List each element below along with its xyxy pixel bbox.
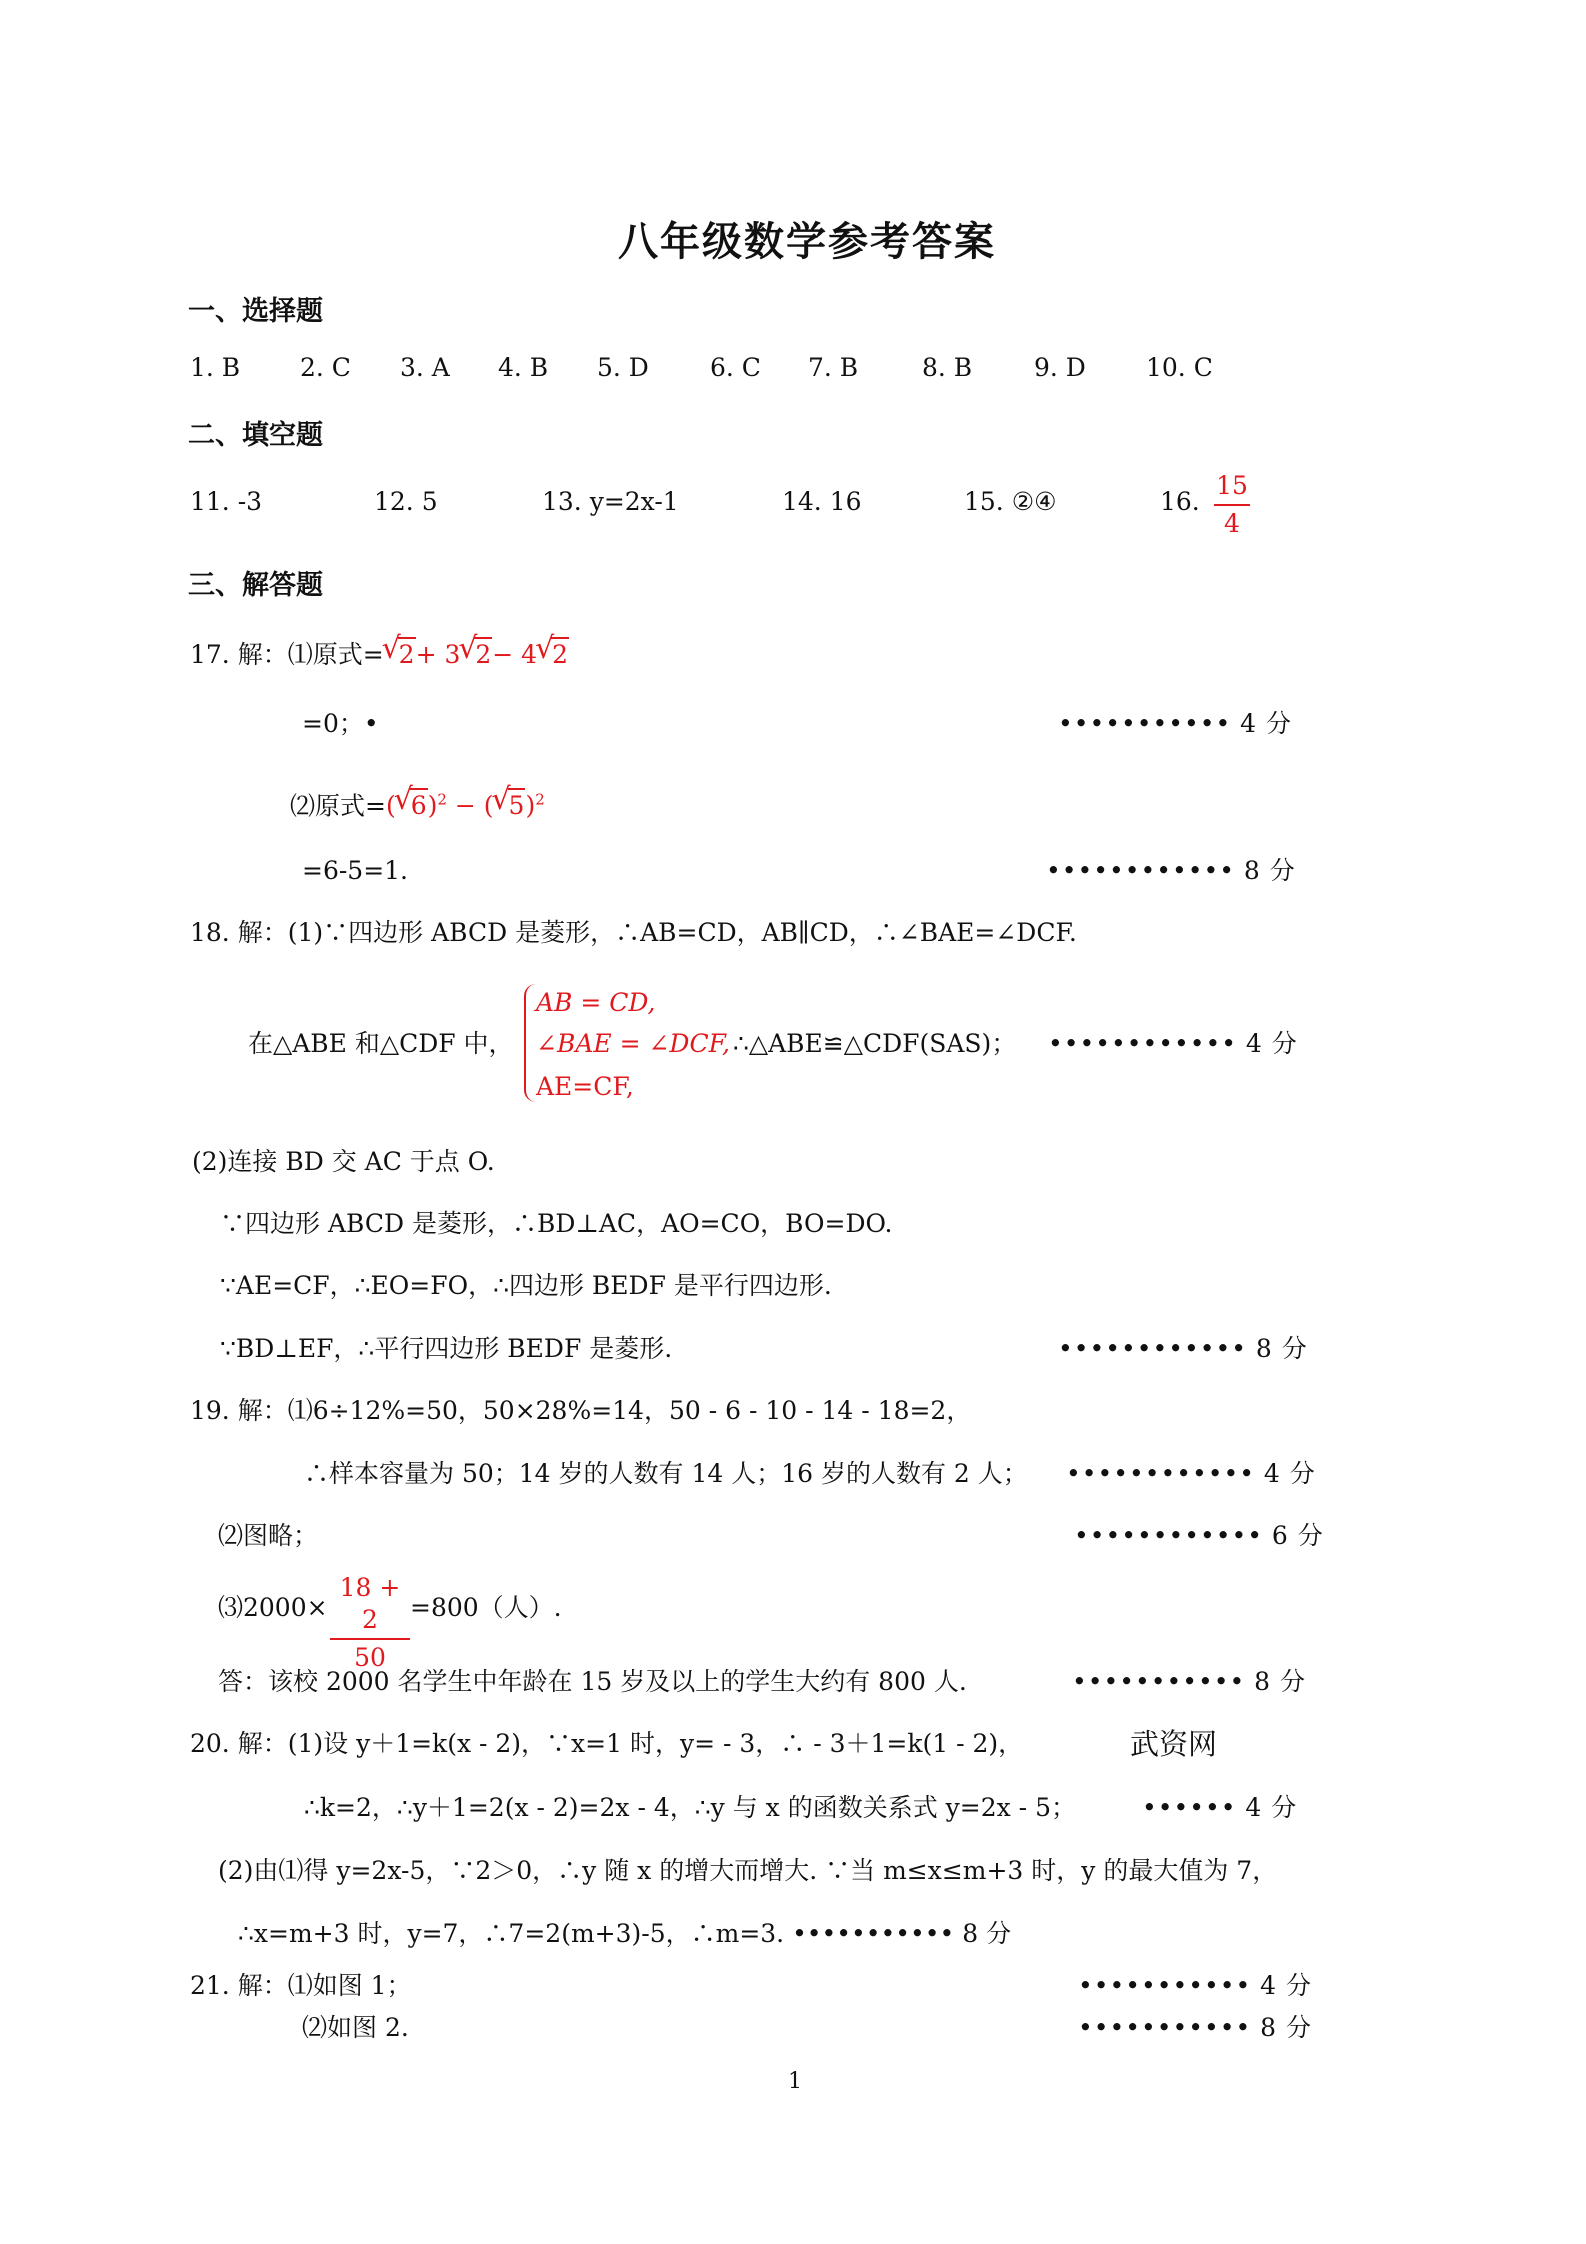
q21-line1: 21. 解：⑴如图 1； xyxy=(190,1971,412,2000)
q17-part2-expression: (√ 6)$^2$ − (√ 5)$^2$ xyxy=(386,791,545,820)
q21-score-8: ••••••••••• 8 分 xyxy=(1078,2013,1313,2042)
system-eq-2: ∠BAE = ∠DCF, xyxy=(536,1029,730,1058)
choice-answer: 7. B xyxy=(808,353,859,382)
q19-line4-suffix: =800（人）. xyxy=(410,1593,562,1622)
q17-score-4: ••••••••••• 4 分 xyxy=(1058,709,1293,738)
q17-part2-label: ⑵原式= xyxy=(290,791,386,821)
q19-line2: ∴样本容量为 50；14 岁的人数有 14 人；16 岁的人数有 2 人； xyxy=(304,1459,1028,1488)
choice-answer: 3. A xyxy=(400,353,450,382)
q20-line1: 20. 解：(1)设 y＋1=k(x - 2)，∵x=1 时，y= - 3，∴ - 3＋1=k(1 - 2)， xyxy=(190,1729,1024,1758)
q18-line3: (2)连接 BD 交 AC 于点 O. xyxy=(192,1147,495,1176)
fill-answer-16: 16. xyxy=(1160,487,1200,516)
q19-line4-prefix: ⑶2000× xyxy=(218,1593,328,1622)
fraction-numerator: 15 xyxy=(1216,471,1248,500)
q20-line4: ∴x=m+3 时，y=7，∴7=2(m+3)-5，∴m=3. ••••••••••• 8 分 xyxy=(238,1919,1012,1948)
fraction-bar xyxy=(330,1638,410,1640)
q18-score-4: •••••••••••• 4 分 xyxy=(1048,1029,1298,1058)
section-heading-choice: 一、选择题 xyxy=(188,296,323,327)
fill-answer-14: 14. 16 xyxy=(782,487,862,516)
q17-line2: =0；• xyxy=(302,709,379,738)
q19-score-8: ••••••••••• 8 分 xyxy=(1072,1667,1307,1696)
section-heading-fill: 二、填空题 xyxy=(188,420,323,451)
q20-score-4: •••••• 4 分 xyxy=(1142,1793,1298,1822)
fraction-denominator: 50 xyxy=(354,1643,386,1672)
choice-answer: 1. B xyxy=(190,353,241,382)
q19-score-4: •••••••••••• 4 分 xyxy=(1066,1459,1316,1488)
q19-fraction xyxy=(330,1572,410,1674)
fill-answer-15: 15. ②④ xyxy=(964,487,1057,516)
choice-answer: 2. C xyxy=(300,353,351,382)
choice-answer: 9. D xyxy=(1034,353,1086,382)
q19-score-6: •••••••••••• 6 分 xyxy=(1074,1521,1324,1550)
equation-system-brace xyxy=(524,984,536,1102)
q20-line2: ∴k=2，∴y＋1=2(x - 2)=2x - 4，∴y 与 x 的函数关系式 y=2x - 5； xyxy=(304,1793,1076,1822)
q19-line3: ⑵图略； xyxy=(218,1521,319,1550)
choice-answer: 8. B xyxy=(922,353,973,382)
choice-answer: 5. D xyxy=(597,353,649,382)
page-number: 1 xyxy=(788,2069,802,2094)
fill-answer-12: 12. 5 xyxy=(374,487,438,516)
q18-line2-prefix: 在△ABE 和△CDF 中， xyxy=(248,1029,514,1058)
q21-line2: ⑵如图 2. xyxy=(302,2013,409,2042)
choice-answer: 4. B xyxy=(498,353,549,382)
fill-answer-16-fraction xyxy=(1214,470,1250,540)
fraction-bar xyxy=(1214,504,1250,506)
q17-expression: √ 2+ 3√ 2− 4√ 2 xyxy=(384,640,569,669)
fraction-denominator: 4 xyxy=(1224,509,1240,538)
q18-line4: ∵四边形 ABCD 是菱形，∴BD⊥AC，AO=CO，BO=DO. xyxy=(220,1209,893,1238)
q19-line5: 答：该校 2000 名学生中年龄在 15 岁及以上的学生大约有 800 人. xyxy=(218,1667,967,1696)
page-title: 八年级数学参考答案 xyxy=(618,218,996,265)
q20-line3: (2)由⑴得 y=2x-5，∵2＞0，∴y 随 x 的增大而增大. ∵当 m≤x≤m+3 时，y 的最大值为 7， xyxy=(218,1856,1278,1885)
q17-line1 xyxy=(190,637,569,671)
system-eq-3: AE=CF, xyxy=(536,1072,634,1101)
q17-score-8: •••••••••••• 8 分 xyxy=(1046,856,1296,885)
q19-line1: 19. 解：⑴6÷12%=50，50×28%=14，50 - 6 - 10 - 14 - 18=2， xyxy=(190,1396,972,1425)
fill-answer-11: 11. -3 xyxy=(190,487,263,516)
q18-line1: 18. 解：(1)∵四边形 ABCD 是菱形，∴AB=CD，AB∥CD，∴∠BAE=∠DCF. xyxy=(190,918,1077,947)
system-eq-1: AB = CD, xyxy=(536,988,656,1017)
q18-line5: ∵AE=CF，∴EO=FO，∴四边形 BEDF 是平行四边形. xyxy=(220,1271,832,1300)
choice-answer: 6. C xyxy=(710,353,761,382)
q17-line4: =6-5=1. xyxy=(302,856,409,885)
q18-line6: ∵BD⊥EF，∴平行四边形 BEDF 是菱形. xyxy=(220,1334,673,1363)
choice-answer: 10. C xyxy=(1146,353,1213,382)
q18-score-8: •••••••••••• 8 分 xyxy=(1058,1334,1308,1363)
q17-label: 17. 解：⑴原式= xyxy=(190,640,384,669)
section-heading-solutions: 三、解答题 xyxy=(188,570,323,601)
q17-line3 xyxy=(290,784,545,822)
q18-line2-suffix: ∴△ABE≌△CDF(SAS)； xyxy=(733,1029,1017,1058)
fraction-numerator: 18 + 2 xyxy=(339,1573,401,1634)
q21-score-4: ••••••••••• 4 分 xyxy=(1078,1971,1313,2000)
fill-answer-13: 13. y=2x-1 xyxy=(542,487,679,516)
watermark-text: 武资网 xyxy=(1130,1727,1218,1761)
